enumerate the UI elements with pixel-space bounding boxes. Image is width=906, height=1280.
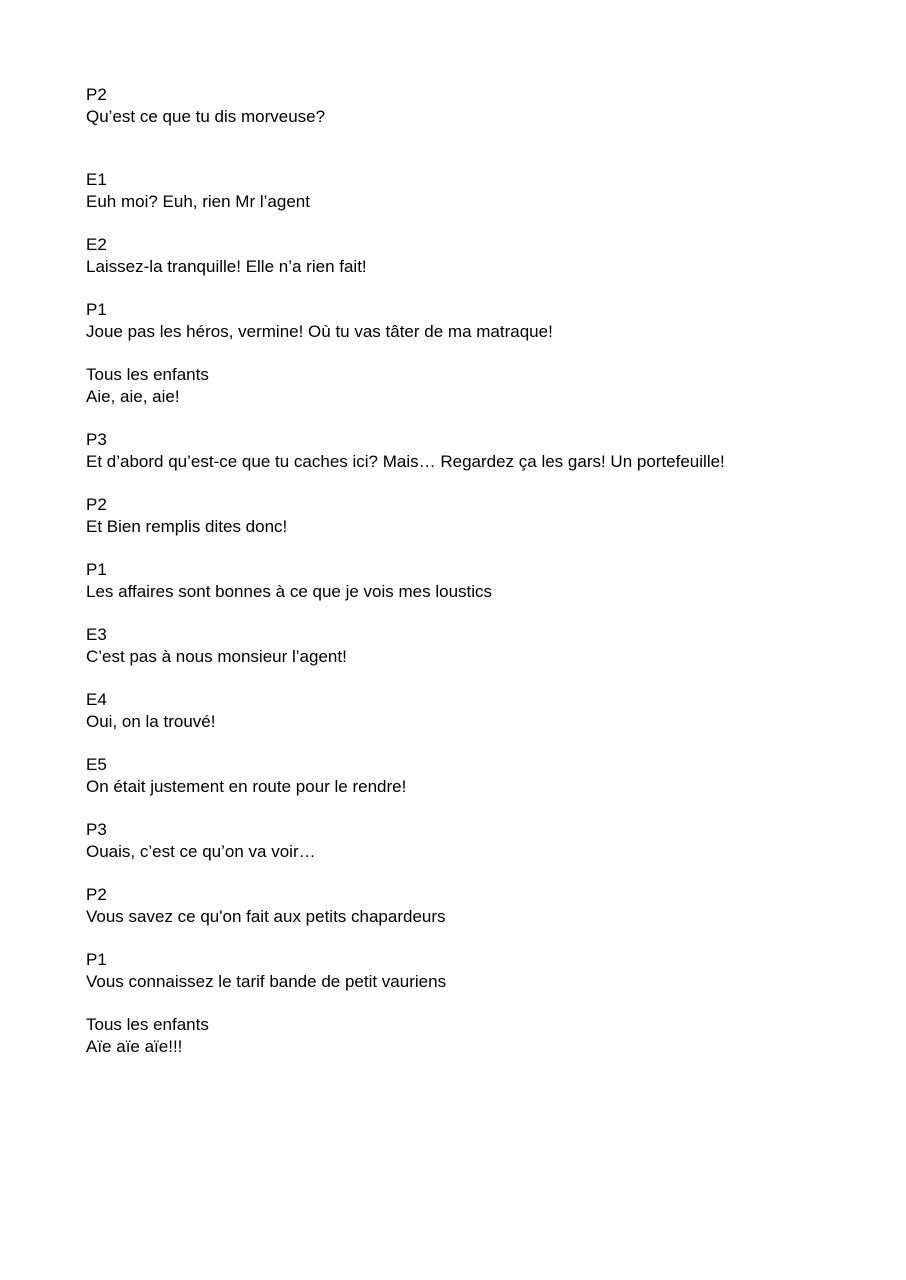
- speaker-name: P1: [86, 560, 107, 579]
- speaker-name: P2: [86, 885, 107, 904]
- dialogue-block: [86, 689, 866, 732]
- dialogue-line: Oui, on la trouvé!: [86, 711, 216, 731]
- dialogue-block: [86, 949, 866, 992]
- dialogue-line: Laissez-la tranquille! Elle n’a rien fait!: [86, 256, 367, 276]
- dialogue-block: [86, 624, 866, 667]
- dialogue-block: [86, 299, 866, 342]
- speaker-name: P1: [86, 950, 107, 969]
- dialogue-line: Vous savez ce qu'on fait aux petits chapardeurs: [86, 906, 446, 926]
- dialogue-line: Ouais, c’est ce qu’on va voir…: [86, 841, 316, 861]
- dialogue-block: [86, 819, 866, 862]
- dialogue-block: [86, 169, 866, 212]
- dialogue-line: Vous connaissez le tarif bande de petit vauriens: [86, 971, 447, 991]
- speaker-name: Tous les enfants: [86, 1015, 209, 1034]
- dialogue-line: Les affaires sont bonnes à ce que je vois mes loustics: [86, 581, 493, 601]
- dialogue-line: On était justement en route pour le rendre!: [86, 776, 407, 796]
- speaker-name: E1: [86, 170, 107, 189]
- dialogue-block: [86, 84, 866, 127]
- speaker-name: P2: [86, 85, 107, 104]
- dialogue-line: Joue pas les héros, vermine! Où tu vas tâter de ma matraque!: [86, 321, 553, 341]
- speaker-name: P2: [86, 495, 107, 514]
- dialogue-line: Aie, aie, aie!: [86, 386, 180, 406]
- dialogue-line: Et d’abord qu’est-ce que tu caches ici? Mais… Regardez ça les gars! Un portefeuille!: [86, 451, 725, 471]
- dialogue-block: [86, 559, 866, 602]
- dialogue-block: [86, 1014, 866, 1057]
- speaker-name: P3: [86, 430, 107, 449]
- dialogue-block: [86, 234, 866, 277]
- speaker-name: P3: [86, 820, 107, 839]
- dialogue-line: Qu’est ce que tu dis morveuse?: [86, 106, 326, 126]
- script-page: [86, 84, 866, 1057]
- speaker-name: E5: [86, 755, 107, 774]
- speaker-name: E3: [86, 625, 107, 644]
- speaker-name: Tous les enfants: [86, 365, 209, 384]
- dialogue-block: [86, 429, 866, 472]
- dialogue-block: [86, 494, 866, 537]
- speaker-name: P1: [86, 300, 107, 319]
- dialogue-line: Et Bien remplis dites donc!: [86, 516, 288, 536]
- dialogue-block: [86, 754, 866, 797]
- speaker-name: E4: [86, 690, 107, 709]
- speaker-name: E2: [86, 235, 107, 254]
- dialogue-line: C’est pas à nous monsieur l’agent!: [86, 646, 347, 666]
- dialogue-line: Euh moi? Euh, rien Mr l’agent: [86, 191, 310, 211]
- dialogue-block: [86, 884, 866, 927]
- dialogue-line: Aïe aïe aïe!!!: [86, 1036, 183, 1056]
- dialogue-block: [86, 364, 866, 407]
